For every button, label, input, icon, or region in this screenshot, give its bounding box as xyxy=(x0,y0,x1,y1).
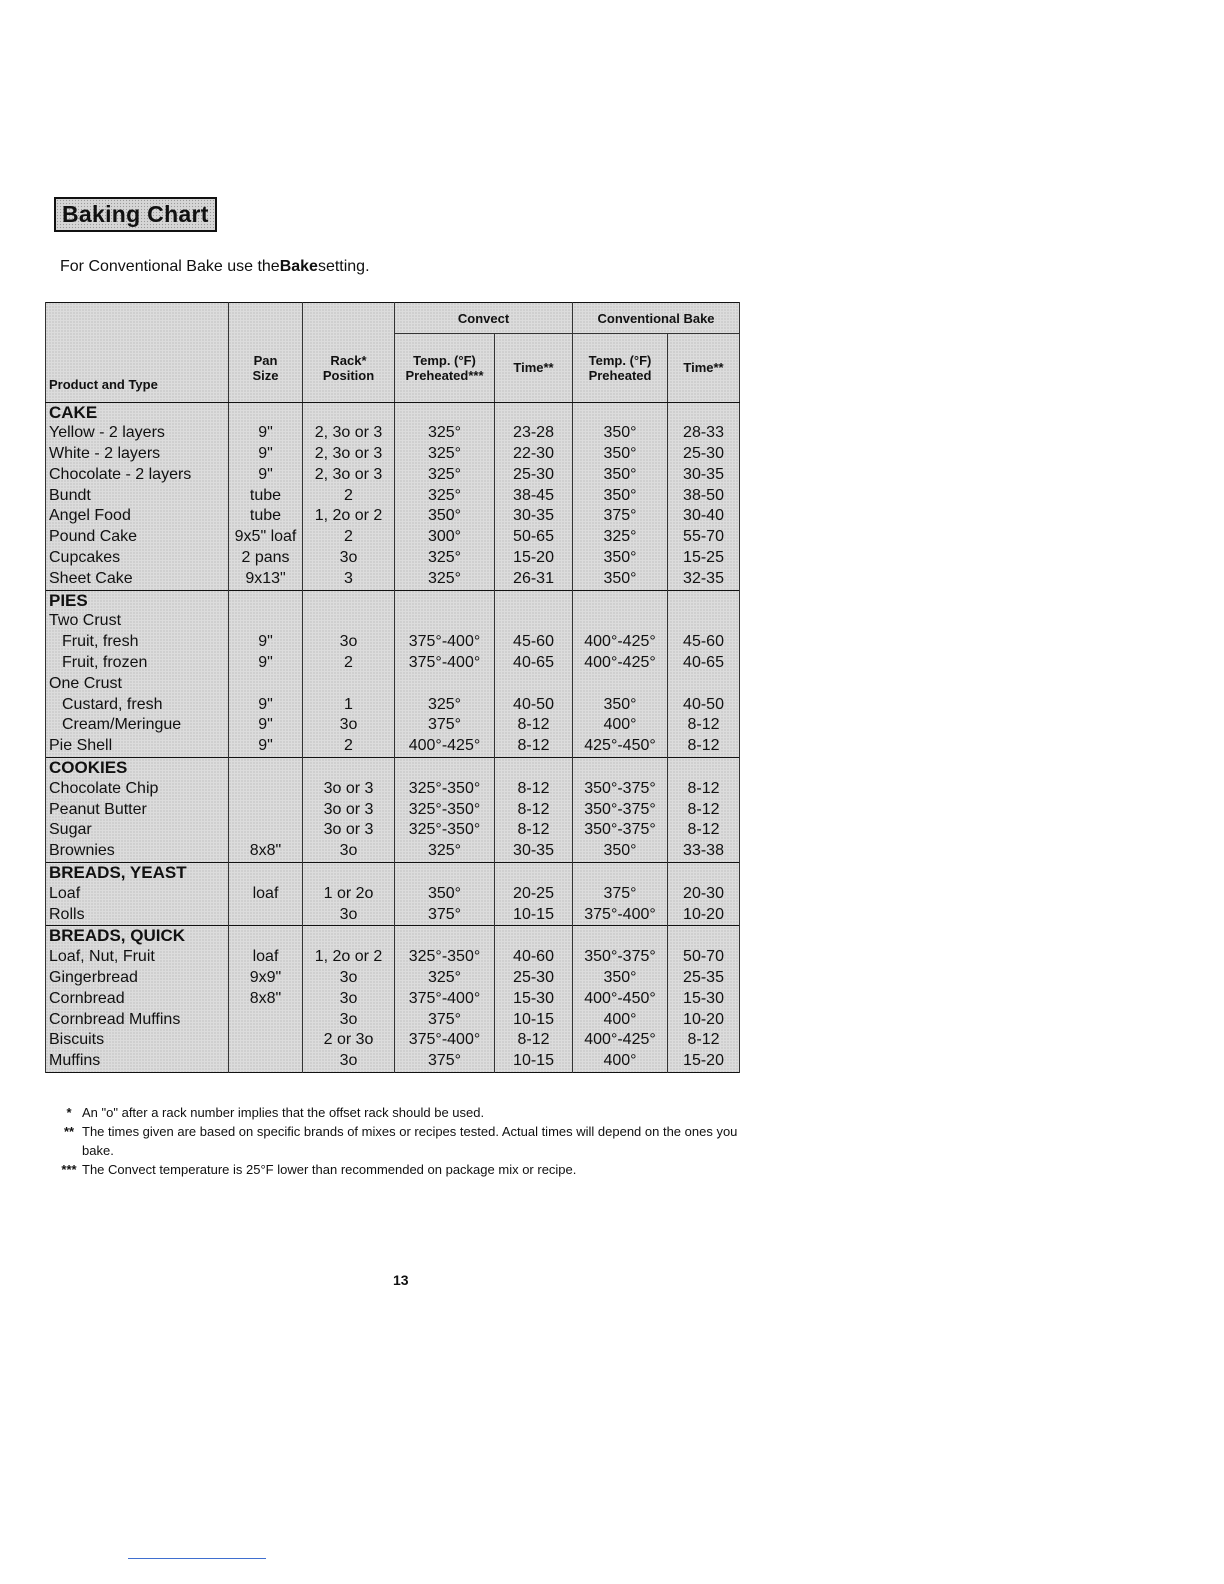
category-row-blank-cell xyxy=(573,926,668,947)
convect-time-cell: 8-12 xyxy=(495,800,573,821)
convect-temp-header xyxy=(395,334,495,403)
conventional-time-cell: 50-70 xyxy=(668,947,740,968)
convect-temp-cell: 400°-425° xyxy=(395,736,495,757)
category-row xyxy=(46,402,740,423)
category-row-blank-cell xyxy=(495,926,573,947)
column-header-row xyxy=(46,334,740,403)
conventional-time-header: Time** xyxy=(668,334,740,403)
conventional-temp-cell: 350°-375° xyxy=(573,800,668,821)
category-row-blank-cell xyxy=(229,758,303,779)
conventional-temp-cell: 375°-400° xyxy=(573,905,668,926)
convect-time-cell: 40-50 xyxy=(495,695,573,716)
conventional-temp-cell: 375° xyxy=(573,506,668,527)
rack-position-cell: 3o xyxy=(303,1051,395,1072)
table-row xyxy=(46,905,740,926)
convect-time-cell: 10-15 xyxy=(495,1010,573,1031)
page-number: 13 xyxy=(393,1272,409,1288)
rack-position-cell: 3o xyxy=(303,905,395,926)
category-row-blank-cell xyxy=(668,863,740,884)
conventional-time-cell: 40-50 xyxy=(668,695,740,716)
intro-suffix: setting. xyxy=(317,258,370,275)
conventional-time-cell: 32-35 xyxy=(668,569,740,590)
pan-size-cell xyxy=(229,800,303,821)
convect-time-cell: 45-60 xyxy=(495,632,573,653)
convect-temp-cell: 325°-350° xyxy=(395,820,495,841)
table-row xyxy=(46,506,740,527)
convect-temp-cell: 375° xyxy=(395,715,495,736)
conventional-temp-cell: 350° xyxy=(573,968,668,989)
table-row xyxy=(46,632,740,653)
pan-size-cell xyxy=(229,1010,303,1031)
product-name-cell: Brownies xyxy=(46,841,229,862)
category-row xyxy=(46,926,740,947)
convect-temp-cell: 350° xyxy=(395,506,495,527)
convect-temp-cell: 375°-400° xyxy=(395,653,495,674)
rack-position-cell: 3o xyxy=(303,841,395,862)
product-name-cell: Fruit, frozen xyxy=(46,653,229,674)
convect-temp-cell: 325° xyxy=(395,444,495,465)
conventional-temp-cell: 400°-425° xyxy=(573,653,668,674)
convect-time-cell: 40-65 xyxy=(495,653,573,674)
category-heading: COOKIES xyxy=(46,758,229,779)
table-row xyxy=(46,465,740,486)
category-row-blank-cell xyxy=(668,926,740,947)
pan-size-cell xyxy=(229,611,303,632)
convect-temp-cell: 375°-400° xyxy=(395,1030,495,1051)
group-header-blank xyxy=(229,303,303,334)
conventional-temp-cell: 350° xyxy=(573,569,668,590)
category-row-blank-cell xyxy=(229,863,303,884)
table-row xyxy=(46,674,740,695)
pan-size-cell xyxy=(229,905,303,926)
table-row xyxy=(46,715,740,736)
category-row-blank-cell xyxy=(229,590,303,611)
rack-position-cell: 2 xyxy=(303,486,395,507)
product-name-cell: Pie Shell xyxy=(46,736,229,757)
rack-position-cell: 3o or 3 xyxy=(303,820,395,841)
convect-group-header: Convect xyxy=(395,303,573,334)
product-name-cell: Sheet Cake xyxy=(46,569,229,590)
intro-prefix: For Conventional Bake use the xyxy=(60,258,280,275)
conventional-time-cell: 8-12 xyxy=(668,1030,740,1051)
group-header-blank xyxy=(46,303,229,334)
conventional-temp-cell xyxy=(573,611,668,632)
convect-time-cell: 40-60 xyxy=(495,947,573,968)
rack-position-header xyxy=(303,334,395,403)
table-row xyxy=(46,736,740,757)
category-row-blank-cell xyxy=(668,590,740,611)
group-header-blank xyxy=(303,303,395,334)
table-row xyxy=(46,653,740,674)
conventional-temp-cell: 400° xyxy=(573,715,668,736)
category-row xyxy=(46,863,740,884)
conventional-time-cell: 8-12 xyxy=(668,736,740,757)
pan-size-cell: tube xyxy=(229,486,303,507)
rack-position-cell: 3o xyxy=(303,968,395,989)
category-row-blank-cell xyxy=(668,402,740,423)
product-name-cell: Yellow - 2 layers xyxy=(46,423,229,444)
pan-size-cell: 9x13" xyxy=(229,569,303,590)
conventional-temp-cell: 350°-375° xyxy=(573,947,668,968)
convect-temp-cell xyxy=(395,674,495,695)
rack-position-cell: 2, 3o or 3 xyxy=(303,444,395,465)
convect-time-cell: 10-15 xyxy=(495,1051,573,1072)
pan-size-cell: 9" xyxy=(229,695,303,716)
conventional-time-cell: 38-50 xyxy=(668,486,740,507)
category-row xyxy=(46,758,740,779)
pan-size-cell: 9" xyxy=(229,465,303,486)
rack-position-cell: 3o xyxy=(303,1010,395,1031)
table-row xyxy=(46,486,740,507)
rack-position-cell: 3o xyxy=(303,548,395,569)
product-name-cell: Cornbread xyxy=(46,989,229,1010)
category-row-blank-cell xyxy=(668,758,740,779)
pan-size-header xyxy=(229,334,303,403)
table-row xyxy=(46,779,740,800)
rack-position-cell: 2, 3o or 3 xyxy=(303,423,395,444)
footnote-text: An "o" after a rack number implies that the offset rack should be used. xyxy=(82,1105,485,1120)
product-name-cell: Bundt xyxy=(46,486,229,507)
product-name-cell: Cream/Meringue xyxy=(46,715,229,736)
conventional-time-cell: 30-40 xyxy=(668,506,740,527)
footnote-mark: *** xyxy=(61,1162,77,1177)
convect-time-cell: 8-12 xyxy=(495,820,573,841)
conventional-time-cell: 15-20 xyxy=(668,1051,740,1072)
pan-size-cell: 9" xyxy=(229,715,303,736)
bottom-rule xyxy=(128,1558,266,1559)
conventional-time-cell: 55-70 xyxy=(668,527,740,548)
pan-size-header-line2: Size xyxy=(252,367,279,383)
convect-time-cell: 23-28 xyxy=(495,423,573,444)
convect-time-cell xyxy=(495,674,573,695)
convect-time-cell: 15-30 xyxy=(495,989,573,1010)
product-name-cell: Sugar xyxy=(46,820,229,841)
product-name-cell: Custard, fresh xyxy=(46,695,229,716)
conventional-temp-cell: 400° xyxy=(573,1010,668,1031)
rack-position-cell: 1, 2o or 2 xyxy=(303,506,395,527)
category-heading: CAKE xyxy=(46,402,229,423)
conventional-temp-cell: 350° xyxy=(573,444,668,465)
baking-chart-body xyxy=(46,402,740,1073)
product-type-header: Product and Type xyxy=(46,334,229,403)
category-row-blank-cell xyxy=(303,758,395,779)
pan-size-cell: 9" xyxy=(229,736,303,757)
conventional-temp-cell: 325° xyxy=(573,527,668,548)
conventional-temp-cell: 400°-450° xyxy=(573,989,668,1010)
convect-temp-cell: 325° xyxy=(395,423,495,444)
page-title: Baking Chart xyxy=(54,197,217,232)
category-row-blank-cell xyxy=(395,926,495,947)
table-row xyxy=(46,841,740,862)
product-name-cell: White - 2 layers xyxy=(46,444,229,465)
product-name-cell: Muffins xyxy=(46,1051,229,1072)
category-row-blank-cell xyxy=(303,926,395,947)
conventional-bake-group-header: Conventional Bake xyxy=(573,303,740,334)
category-row-blank-cell xyxy=(573,590,668,611)
conventional-time-cell: 8-12 xyxy=(668,800,740,821)
rack-position-cell: 3o xyxy=(303,715,395,736)
convect-temp-cell: 375°-400° xyxy=(395,989,495,1010)
convect-temp-cell: 375° xyxy=(395,1051,495,1072)
conventional-temp-cell: 350°-375° xyxy=(573,820,668,841)
category-row-blank-cell xyxy=(303,590,395,611)
conventional-time-cell: 8-12 xyxy=(668,779,740,800)
footnotes xyxy=(58,1103,748,1179)
group-header-row xyxy=(46,303,740,334)
convect-temp-cell: 375° xyxy=(395,1010,495,1031)
product-name-cell: Cornbread Muffins xyxy=(46,1010,229,1031)
product-name-cell: Loaf, Nut, Fruit xyxy=(46,947,229,968)
conventional-time-cell: 33-38 xyxy=(668,841,740,862)
conventional-time-cell: 28-33 xyxy=(668,423,740,444)
table-row xyxy=(46,611,740,632)
convect-temp-cell: 325° xyxy=(395,841,495,862)
product-name-cell: Two Crust xyxy=(46,611,229,632)
table-row xyxy=(46,548,740,569)
convect-time-cell: 30-35 xyxy=(495,841,573,862)
convect-temp-header-line1: Temp. (°F) xyxy=(413,352,476,368)
rack-position-cell: 1 or 2o xyxy=(303,884,395,905)
category-heading: BREADS, YEAST xyxy=(46,863,229,884)
convect-temp-cell: 375° xyxy=(395,905,495,926)
intro-bake-setting: Bake xyxy=(279,258,318,275)
convect-temp-cell: 325° xyxy=(395,968,495,989)
conventional-temp-cell: 400° xyxy=(573,1051,668,1072)
convect-time-cell: 50-65 xyxy=(495,527,573,548)
conventional-time-cell: 40-65 xyxy=(668,653,740,674)
conventional-temp-cell: 350° xyxy=(573,695,668,716)
rack-position-cell: 2 xyxy=(303,653,395,674)
table-row xyxy=(46,884,740,905)
category-row-blank-cell xyxy=(395,590,495,611)
rack-position-cell: 2, 3o or 3 xyxy=(303,465,395,486)
convect-time-cell: 30-35 xyxy=(495,506,573,527)
table-row xyxy=(46,989,740,1010)
conventional-time-cell xyxy=(668,611,740,632)
pan-size-cell xyxy=(229,1051,303,1072)
convect-temp-cell: 300° xyxy=(395,527,495,548)
pan-size-cell: 9" xyxy=(229,423,303,444)
rack-position-cell: 3o or 3 xyxy=(303,800,395,821)
conventional-temp-cell: 350° xyxy=(573,841,668,862)
convect-time-cell: 20-25 xyxy=(495,884,573,905)
pan-size-cell xyxy=(229,674,303,695)
table-row xyxy=(46,444,740,465)
convect-time-cell: 25-30 xyxy=(495,968,573,989)
convect-temp-cell: 325° xyxy=(395,486,495,507)
rack-position-cell: 2 xyxy=(303,736,395,757)
category-row xyxy=(46,590,740,611)
table-row xyxy=(46,423,740,444)
pan-size-cell xyxy=(229,820,303,841)
table-row xyxy=(46,1030,740,1051)
conventional-time-cell: 30-35 xyxy=(668,465,740,486)
rack-position-cell: 2 xyxy=(303,527,395,548)
pan-size-header-line1: Pan xyxy=(253,352,278,368)
pan-size-cell: loaf xyxy=(229,884,303,905)
product-name-cell: Pound Cake xyxy=(46,527,229,548)
table-row xyxy=(46,968,740,989)
rack-position-cell: 2 or 3o xyxy=(303,1030,395,1051)
product-name-cell: Loaf xyxy=(46,884,229,905)
convect-time-cell: 10-15 xyxy=(495,905,573,926)
conventional-time-cell: 8-12 xyxy=(668,820,740,841)
pan-size-cell: 8x8" xyxy=(229,989,303,1010)
table-row xyxy=(46,800,740,821)
convect-temp-cell: 325° xyxy=(395,465,495,486)
conventional-temp-header-line2: Preheated xyxy=(588,367,652,383)
convect-time-header: Time** xyxy=(495,334,573,403)
convect-temp-cell: 325° xyxy=(395,548,495,569)
footnote-convect-temp xyxy=(58,1160,748,1179)
conventional-time-cell: 10-20 xyxy=(668,1010,740,1031)
product-name-cell: Cupcakes xyxy=(46,548,229,569)
category-row-blank-cell xyxy=(495,402,573,423)
pan-size-cell: loaf xyxy=(229,947,303,968)
convect-time-cell: 25-30 xyxy=(495,465,573,486)
convect-time-cell: 22-30 xyxy=(495,444,573,465)
category-row-blank-cell xyxy=(395,758,495,779)
conventional-temp-cell: 350° xyxy=(573,486,668,507)
baking-chart-table xyxy=(45,302,740,1073)
convect-time-cell: 38-45 xyxy=(495,486,573,507)
conventional-time-cell: 45-60 xyxy=(668,632,740,653)
table-row xyxy=(46,820,740,841)
rack-position-header-line1: Rack* xyxy=(330,352,367,368)
category-row-blank-cell xyxy=(303,402,395,423)
product-name-cell: One Crust xyxy=(46,674,229,695)
product-name-cell: Chocolate - 2 layers xyxy=(46,465,229,486)
conventional-time-cell: 15-30 xyxy=(668,989,740,1010)
conventional-time-cell: 15-25 xyxy=(668,548,740,569)
conventional-temp-cell: 350°-375° xyxy=(573,779,668,800)
convect-time-cell: 26-31 xyxy=(495,569,573,590)
product-name-cell: Rolls xyxy=(46,905,229,926)
conventional-time-cell: 20-30 xyxy=(668,884,740,905)
footnote-mark: ** xyxy=(63,1124,75,1139)
product-name-cell: Biscuits xyxy=(46,1030,229,1051)
convect-time-cell: 8-12 xyxy=(495,1030,573,1051)
category-row-blank-cell xyxy=(229,402,303,423)
category-row-blank-cell xyxy=(395,402,495,423)
rack-position-cell xyxy=(303,611,395,632)
pan-size-cell xyxy=(229,1030,303,1051)
conventional-temp-cell: 350° xyxy=(573,465,668,486)
category-row-blank-cell xyxy=(495,758,573,779)
pan-size-cell: 2 pans xyxy=(229,548,303,569)
rack-position-cell xyxy=(303,674,395,695)
convect-time-cell: 8-12 xyxy=(495,736,573,757)
category-heading: PIES xyxy=(46,590,229,611)
pan-size-cell: 9x9" xyxy=(229,968,303,989)
category-row-blank-cell xyxy=(229,926,303,947)
table-row xyxy=(46,695,740,716)
footnote-rack xyxy=(58,1103,748,1122)
conventional-temp-cell: 425°-450° xyxy=(573,736,668,757)
category-row-blank-cell xyxy=(395,863,495,884)
rack-position-header-line2: Position xyxy=(322,367,375,383)
conventional-time-cell xyxy=(668,674,740,695)
convect-temp-cell: 325°-350° xyxy=(395,947,495,968)
rack-position-cell: 3o xyxy=(303,989,395,1010)
category-heading: BREADS, QUICK xyxy=(46,926,229,947)
convect-time-cell: 8-12 xyxy=(495,715,573,736)
pan-size-cell: 9" xyxy=(229,444,303,465)
product-name-cell: Angel Food xyxy=(46,506,229,527)
pan-size-cell: 8x8" xyxy=(229,841,303,862)
convect-temp-header-line2: Preheated*** xyxy=(405,367,484,383)
conventional-temp-cell: 375° xyxy=(573,884,668,905)
category-row-blank-cell xyxy=(495,590,573,611)
conventional-temp-cell: 350° xyxy=(573,423,668,444)
conventional-time-cell: 8-12 xyxy=(668,715,740,736)
convect-temp-cell: 325°-350° xyxy=(395,800,495,821)
conventional-time-cell: 25-35 xyxy=(668,968,740,989)
table-row xyxy=(46,527,740,548)
convect-temp-cell: 375°-400° xyxy=(395,632,495,653)
category-row-blank-cell xyxy=(573,863,668,884)
table-row xyxy=(46,1010,740,1031)
pan-size-cell: tube xyxy=(229,506,303,527)
rack-position-cell: 3o xyxy=(303,632,395,653)
convect-time-cell: 15-20 xyxy=(495,548,573,569)
footnote-text: The Convect temperature is 25°F lower than recommended on package mix or recipe. xyxy=(82,1162,577,1177)
product-name-cell: Fruit, fresh xyxy=(46,632,229,653)
convect-time-cell: 8-12 xyxy=(495,779,573,800)
convect-temp-cell: 350° xyxy=(395,884,495,905)
product-name-cell: Gingerbread xyxy=(46,968,229,989)
pan-size-cell: 9" xyxy=(229,653,303,674)
pan-size-cell xyxy=(229,779,303,800)
conventional-time-cell: 10-20 xyxy=(668,905,740,926)
conventional-temp-cell: 350° xyxy=(573,548,668,569)
footnote-times xyxy=(58,1122,748,1160)
rack-position-cell: 1, 2o or 2 xyxy=(303,947,395,968)
conventional-temp-header-line1: Temp. (°F) xyxy=(588,352,652,368)
pan-size-cell: 9x5" loaf xyxy=(229,527,303,548)
conventional-temp-cell xyxy=(573,674,668,695)
product-name-cell: Chocolate Chip xyxy=(46,779,229,800)
rack-position-cell: 3 xyxy=(303,569,395,590)
category-row-blank-cell xyxy=(303,863,395,884)
pan-size-cell: 9" xyxy=(229,632,303,653)
intro-text xyxy=(60,258,370,276)
rack-position-cell: 1 xyxy=(303,695,395,716)
conventional-temp-cell: 400°-425° xyxy=(573,1030,668,1051)
category-row-blank-cell xyxy=(495,863,573,884)
footnote-mark: * xyxy=(66,1105,72,1120)
category-row-blank-cell xyxy=(573,758,668,779)
convect-temp-cell: 325°-350° xyxy=(395,779,495,800)
table-row xyxy=(46,1051,740,1072)
conventional-temp-cell: 400°-425° xyxy=(573,632,668,653)
convect-time-cell xyxy=(495,611,573,632)
table-row xyxy=(46,947,740,968)
rack-position-cell: 3o or 3 xyxy=(303,779,395,800)
convect-temp-cell: 325° xyxy=(395,569,495,590)
table-row xyxy=(46,569,740,590)
conventional-time-cell: 25-30 xyxy=(668,444,740,465)
category-row-blank-cell xyxy=(573,402,668,423)
footnote-text: The times given are based on specific brands of mixes or recipes tested. Actual times will depend on the ones you bake. xyxy=(82,1124,738,1158)
convect-temp-cell xyxy=(395,611,495,632)
product-name-cell: Peanut Butter xyxy=(46,800,229,821)
conventional-temp-header xyxy=(573,334,668,403)
convect-temp-cell: 325° xyxy=(395,695,495,716)
